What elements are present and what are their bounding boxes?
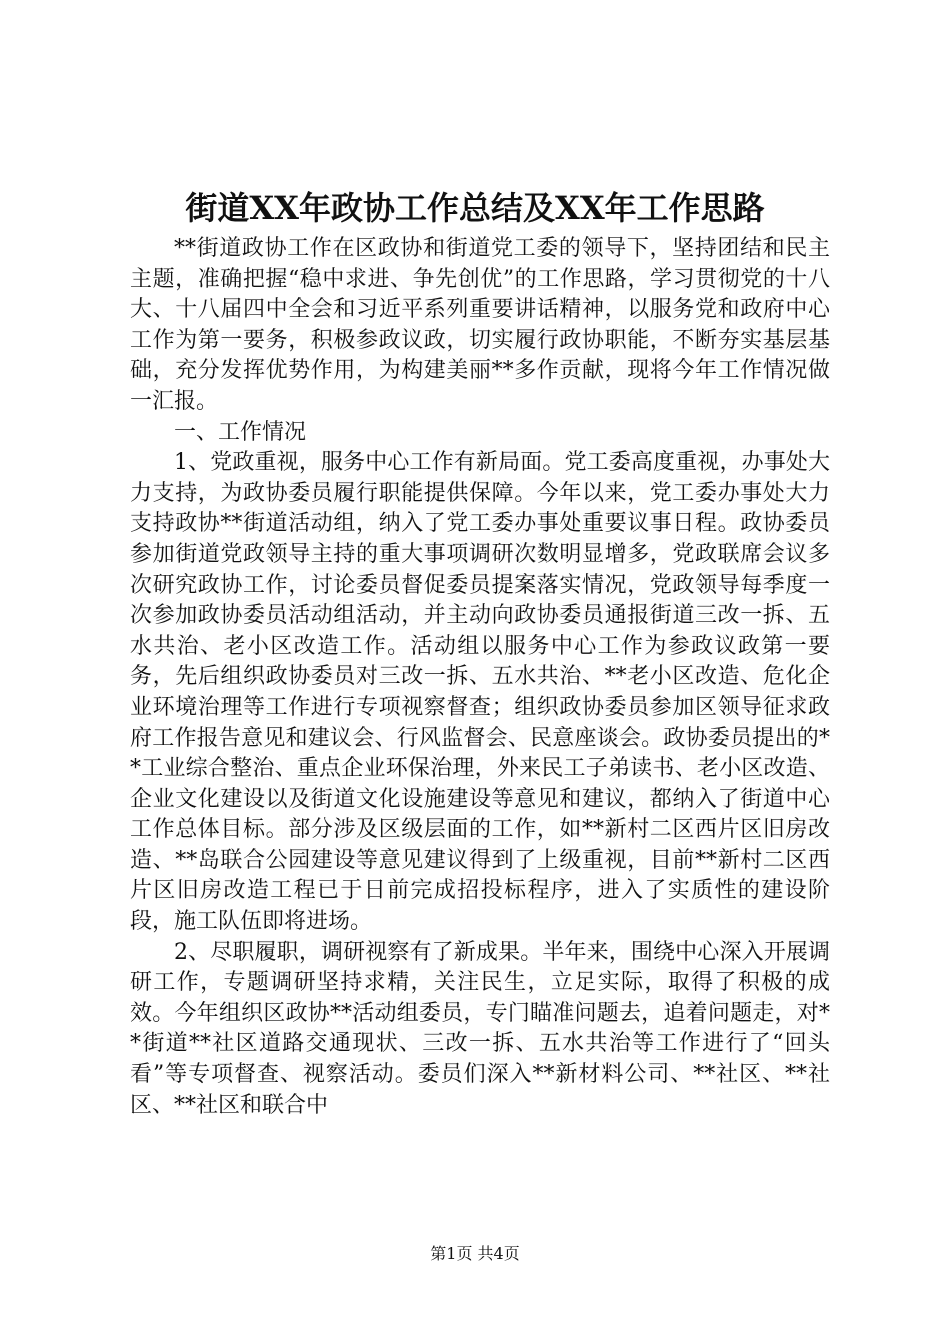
- section-heading-work-status: 一、工作情况: [174, 419, 307, 445]
- intro-paragraph: **街道政协工作在区政协和街道党工委的领导下，坚持团结和民主主题，准确把握“稳中求进、争先创优”的工作思路，学习贯彻党的十八大、十八届四中全会和习近平系列重要讲话精神，以服务党和政府中心工作为第一要务，积极参政议政，切实履行政协职能，不断夯实基层基础，充分发挥优势作用，为构建美丽**多作贡献，现将今年工作情况做一汇报。: [130, 236, 830, 414]
- paragraph-item-1: 1、党政重视，服务中心工作有新局面。党工委高度重视，办事处大力支持，为政协委员履行职能提供保障。今年以来，党工委办事处大力支持政协**街道活动组，纳入了党工委办事处重要议事日程。政协委员参加街道党政领导主持的重大事项调研次数明显增多，党政联席会议多次研究政协工作，讨论委员督促委员提案落实情况，党政领导每季度一次参加政协委员活动组活动，并主动向政协委员通报街道三改一拆、五水共治、老小区改造工作。活动组以服务中心工作为参政议政第一要务，先后组织政协委员对三改一拆、五水共治、**老小区改造、危化企业环境治理等工作进行专项视察督查；组织政协委员参加区领导征求政府工作报告意见和建议会、行风监督会、民意座谈会。政协委员提出的**工业综合整治、重点企业环保治理，外来民工子弟读书、老小区改造、企业文化建设以及街道文化设施建设等意见和建议，都纳入了街道中心工作总体目标。部分涉及区级层面的工作，如**新村二区西片区旧房改造、**岛联合公园建设等意见建议得到了上级重视，目前**新村二区西片区旧房改造工程已于日前完成招投标程序，进入了实质性的建设阶段，施工队伍即将进场。: [130, 450, 830, 935]
- document-title: 街道XX年政协工作总结及XX年工作思路: [185, 189, 765, 227]
- paragraph-item-2: 2、尽职履职，调研视察有了新成果。半年来，围绕中心深入开展调研工作，专题调研坚持求精，关注民生，立足实际，取得了积极的成效。今年组织区政协**活动组委员，专门瞄准问题去，追着问题走，对**街道**社区道路交通现状、三改一拆、五水共治等工作进行了“回头看”等专项督查、视察活动。委员们深入**新材料公司、**社区、**社区、**社区和联合中: [130, 939, 830, 1118]
- page-footer: 第1页 共4页: [430, 1244, 520, 1263]
- document-body: [130, 234, 830, 1121]
